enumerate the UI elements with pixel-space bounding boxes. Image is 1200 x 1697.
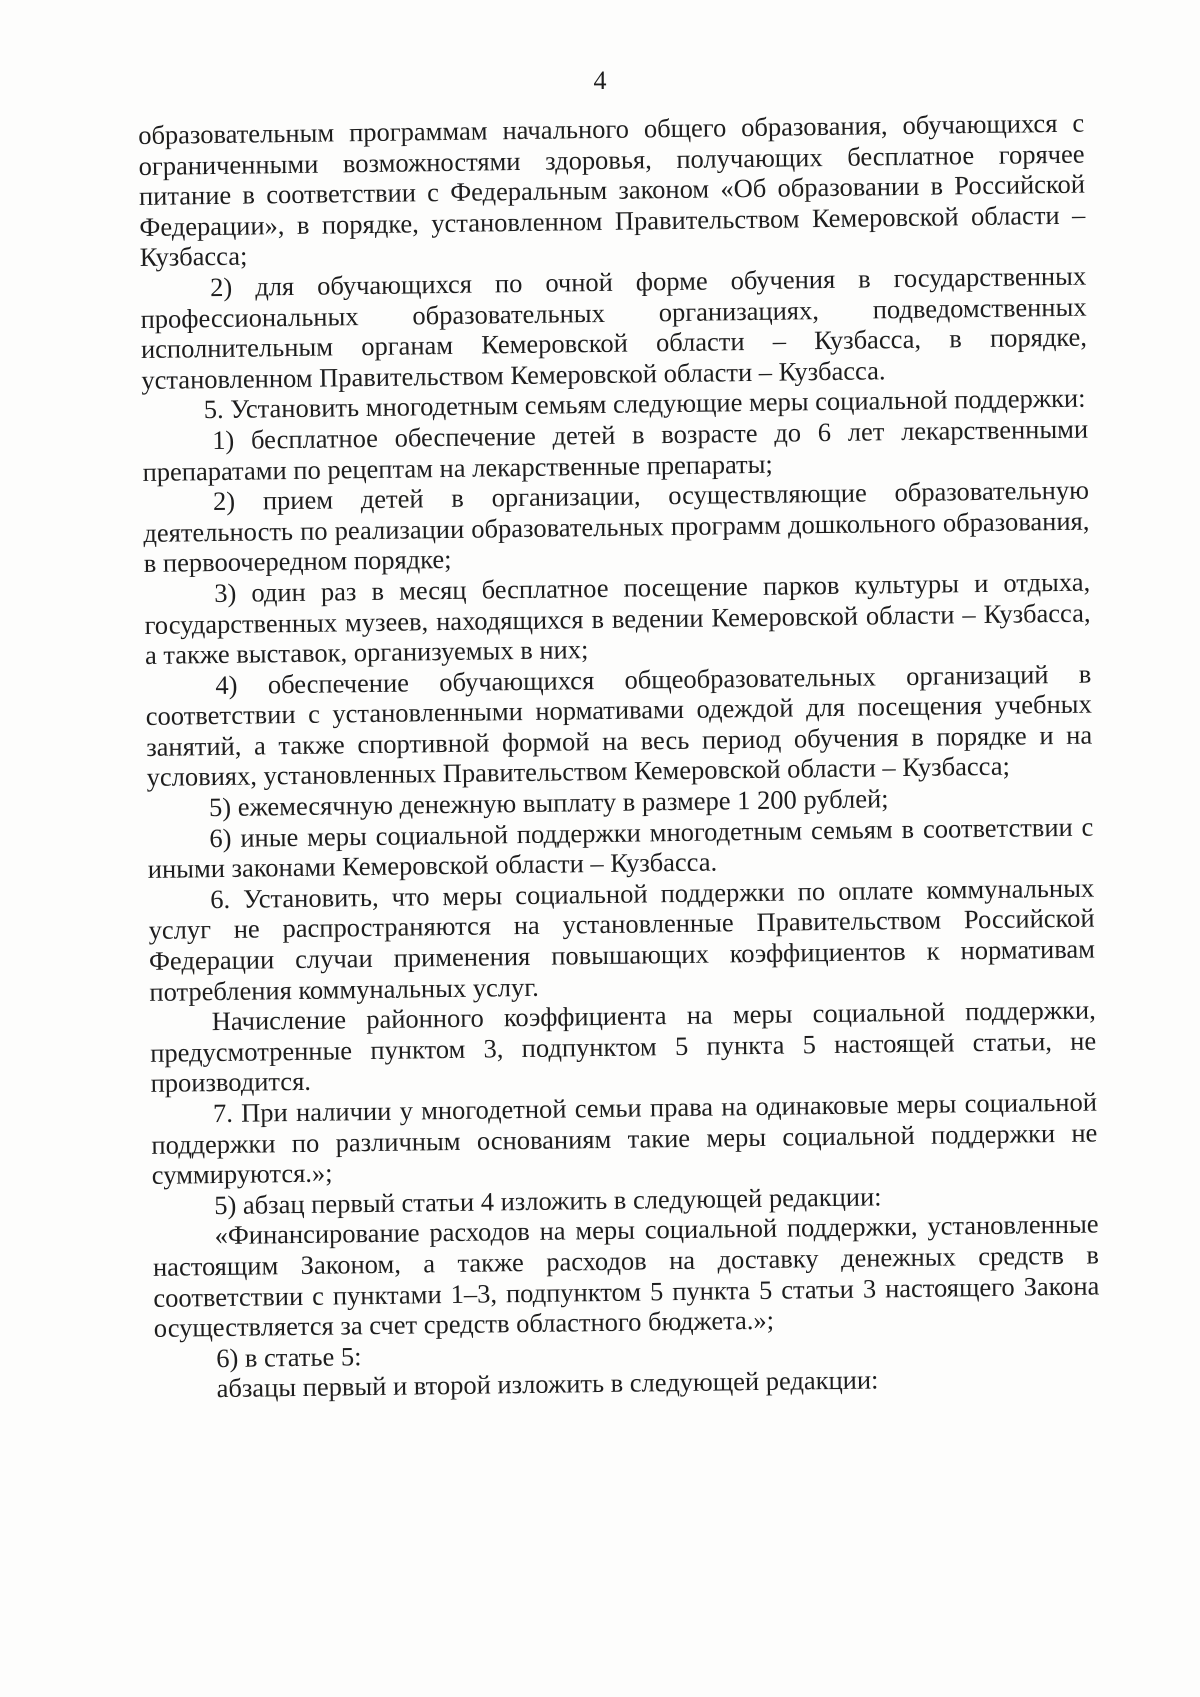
paragraph-regional-coefficient: Начисление районного коэффициента на меры социальной поддержки, предусмотренные пунктом 3, подпунктом 5 пункта 5 настоящей статьи, не производится. — [150, 994, 1097, 1099]
paragraph-financing: «Финансирование расходов на меры социальной поддержки, установленные настоящим Законом, а также расходов на доставку денежных средств в соответствии с пунктами 1–3, подпунктом 5 пункта 5 статьи 3 настоящего Закона осуществляется за счет средств областного бюджета.»; — [152, 1208, 1100, 1344]
paragraph-item-5-sub-4: 4) обеспечение обучающихся общеобразовательных организаций в соответствии с установленными нормативами одеждой для посещения учебных занятий, а также спортивной формой на весь период обучения в порядке и на условиях, установленных Правительством Кемеровской области – Кузбасса; — [145, 658, 1093, 793]
paragraph-item-5-sub-2: 2) прием детей в организации, осуществляющие образовательную деятельность по реализации образовательных программ дошкольного образования, в первоочередном порядке; — [143, 474, 1090, 579]
paragraph-item-5: 5. Установить многодетным семьям следующие меры социальной поддержки: — [203, 382, 1086, 425]
document-body — [138, 108, 1101, 1405]
paragraph-amendment-5: 5) абзац первый статьи 4 изложить в следующей редакции: — [214, 1181, 882, 1220]
paragraph-item-5-sub-6: 6) иные меры социальной поддержки многодетным семьям в соответствии с иными законами Кемеровской области – Кузбасса. — [147, 811, 1094, 885]
paragraph-amendment-6: 6) в статье 5: — [216, 1340, 362, 1373]
paragraph-item-5-sub-3: 3) один раз в месяц бесплатное посещение парков культуры и отдыха, государственных музеев, находящихся в ведении Кемеровской области – Кузбасса, а также выставок, организуемых в них; — [144, 566, 1091, 671]
paragraph-item-7: 7. При наличии у многодетной семьи права на одинаковые меры социальной поддержки по различным основаниям такие меры социальной поддержки не суммируются.»; — [151, 1086, 1098, 1191]
paragraph-subitem-2: 2) для обучающихся по очной форме обучения в государственных профессиональных образовательных организациях, подведомственных исполнительным органам Кемеровской области – Кузбасса, в порядке, установленном Правительством Кемеровской области – Кузбасса. — [140, 260, 1088, 395]
page-number: 4 — [593, 66, 607, 95]
paragraph-item-5-sub-5: 5) ежемесячную денежную выплату в размере 1 200 рублей; — [208, 783, 889, 823]
paragraph-item-6: 6. Установить, что меры социальной поддержки по оплате коммунальных услуг не распространяются на установленные Правительством Российской Федерации случаи применения повышающих коэффициентов к нормативам потребления коммунальных услуг. — [148, 872, 1096, 1007]
paragraph-item-5-sub-1: 1) бесплатное обеспечение детей в возрасте до 6 лет лекарственными препаратами по рецептам на лекарственные препараты; — [142, 413, 1089, 487]
paragraph-article-5-intro: абзацы первый и второй изложить в следующей редакции: — [216, 1364, 879, 1404]
paragraph-continuation: образовательным программам начального общего образования, обучающихся с ограниченными возможностями здоровья, получающих бесплатное горячее питание в соответствии с Федеральным законом «Об образовании в Российской Федерации», в порядке, установленном Правительством Кемеровской области – Кузбасса; — [138, 107, 1086, 273]
